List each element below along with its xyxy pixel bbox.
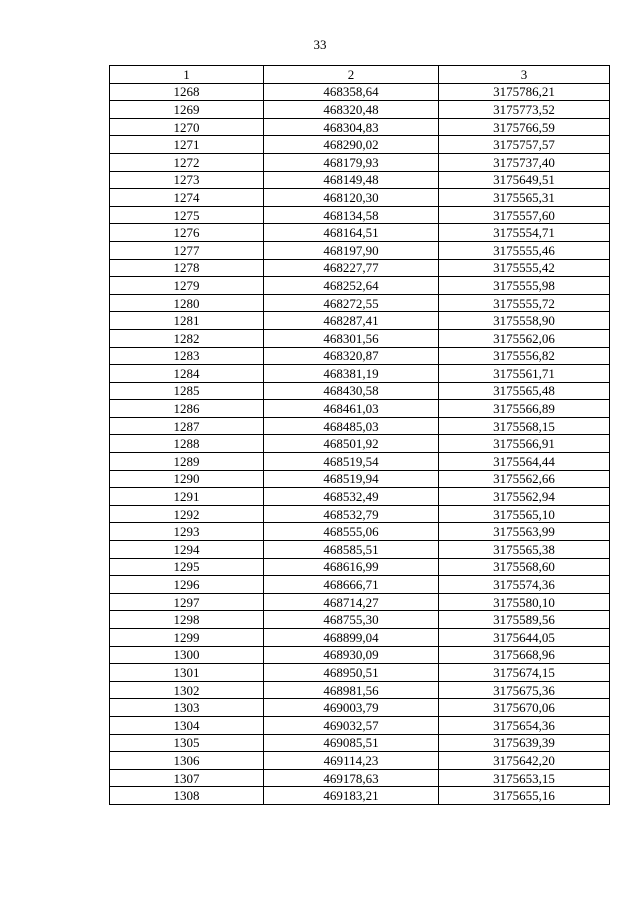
x-coordinate-cell: 468532,49 [264, 488, 439, 506]
table-row [110, 541, 610, 559]
table-row [110, 206, 610, 224]
table-row [110, 787, 610, 805]
x-coordinate-cell: 469183,21 [264, 787, 439, 805]
point-number-cell: 1277 [110, 241, 264, 259]
point-number-cell: 1275 [110, 206, 264, 224]
point-number-cell: 1278 [110, 259, 264, 277]
table-row [110, 118, 610, 136]
y-coordinate-cell: 3175568,15 [439, 417, 610, 435]
y-coordinate-cell: 3175668,96 [439, 646, 610, 664]
x-coordinate-cell: 468501,92 [264, 435, 439, 453]
x-coordinate-cell: 468290,02 [264, 136, 439, 154]
point-number-cell: 1290 [110, 470, 264, 488]
y-coordinate-cell: 3175554,71 [439, 224, 610, 242]
x-coordinate-cell: 469085,51 [264, 734, 439, 752]
table-row [110, 435, 610, 453]
x-coordinate-cell: 468585,51 [264, 541, 439, 559]
point-number-cell: 1279 [110, 277, 264, 295]
y-coordinate-cell: 3175561,71 [439, 365, 610, 383]
table-row [110, 734, 610, 752]
point-number-cell: 1283 [110, 347, 264, 365]
table-row [110, 171, 610, 189]
table-row [110, 189, 610, 207]
point-number-cell: 1273 [110, 171, 264, 189]
table-row [110, 347, 610, 365]
y-coordinate-cell: 3175565,38 [439, 541, 610, 559]
y-coordinate-cell: 3175563,99 [439, 523, 610, 541]
x-coordinate-cell: 469003,79 [264, 699, 439, 717]
point-number-cell: 1299 [110, 629, 264, 647]
y-coordinate-cell: 3175639,39 [439, 734, 610, 752]
x-coordinate-cell: 468555,06 [264, 523, 439, 541]
x-coordinate-cell: 469114,23 [264, 752, 439, 770]
point-number-cell: 1295 [110, 558, 264, 576]
table-row [110, 629, 610, 647]
coordinates-table [109, 65, 610, 805]
table-row [110, 611, 610, 629]
table-row [110, 417, 610, 435]
table-row [110, 769, 610, 787]
table-row [110, 241, 610, 259]
point-number-cell: 1292 [110, 505, 264, 523]
column-header-2: 2 [264, 66, 439, 84]
table-row [110, 488, 610, 506]
point-number-cell: 1308 [110, 787, 264, 805]
point-number-cell: 1276 [110, 224, 264, 242]
column-header-3: 3 [439, 66, 610, 84]
table-body [110, 83, 610, 804]
x-coordinate-cell: 468272,55 [264, 294, 439, 312]
point-number-cell: 1271 [110, 136, 264, 154]
x-coordinate-cell: 468320,48 [264, 101, 439, 119]
y-coordinate-cell: 3175654,36 [439, 716, 610, 734]
x-coordinate-cell: 468950,51 [264, 664, 439, 682]
x-coordinate-cell: 468287,41 [264, 312, 439, 330]
table-row [110, 576, 610, 594]
point-number-cell: 1268 [110, 83, 264, 101]
point-number-cell: 1269 [110, 101, 264, 119]
y-coordinate-cell: 3175556,82 [439, 347, 610, 365]
table-row [110, 382, 610, 400]
x-coordinate-cell: 468134,58 [264, 206, 439, 224]
y-coordinate-cell: 3175766,59 [439, 118, 610, 136]
point-number-cell: 1300 [110, 646, 264, 664]
y-coordinate-cell: 3175566,89 [439, 400, 610, 418]
point-number-cell: 1270 [110, 118, 264, 136]
y-coordinate-cell: 3175675,36 [439, 681, 610, 699]
header-row [110, 66, 610, 84]
y-coordinate-cell: 3175649,51 [439, 171, 610, 189]
point-number-cell: 1293 [110, 523, 264, 541]
x-coordinate-cell: 468120,30 [264, 189, 439, 207]
table-header [110, 66, 610, 84]
point-number-cell: 1303 [110, 699, 264, 717]
x-coordinate-cell: 468666,71 [264, 576, 439, 594]
point-number-cell: 1291 [110, 488, 264, 506]
y-coordinate-cell: 3175674,15 [439, 664, 610, 682]
x-coordinate-cell: 468519,94 [264, 470, 439, 488]
table-row [110, 329, 610, 347]
point-number-cell: 1297 [110, 593, 264, 611]
x-coordinate-cell: 468714,27 [264, 593, 439, 611]
y-coordinate-cell: 3175562,94 [439, 488, 610, 506]
table-row [110, 752, 610, 770]
x-coordinate-cell: 468461,03 [264, 400, 439, 418]
x-coordinate-cell: 469032,57 [264, 716, 439, 734]
table-row [110, 453, 610, 471]
y-coordinate-cell: 3175757,57 [439, 136, 610, 154]
y-coordinate-cell: 3175568,60 [439, 558, 610, 576]
x-coordinate-cell: 468164,51 [264, 224, 439, 242]
table-row [110, 505, 610, 523]
point-number-cell: 1286 [110, 400, 264, 418]
y-coordinate-cell: 3175565,10 [439, 505, 610, 523]
x-coordinate-cell: 468358,64 [264, 83, 439, 101]
point-number-cell: 1304 [110, 716, 264, 734]
x-coordinate-cell: 468252,64 [264, 277, 439, 295]
x-coordinate-cell: 468485,03 [264, 417, 439, 435]
x-coordinate-cell: 468197,90 [264, 241, 439, 259]
point-number-cell: 1288 [110, 435, 264, 453]
x-coordinate-cell: 468179,93 [264, 153, 439, 171]
page-number: 33 [313, 37, 327, 52]
x-coordinate-cell: 468304,83 [264, 118, 439, 136]
y-coordinate-cell: 3175558,90 [439, 312, 610, 330]
y-coordinate-cell: 3175564,44 [439, 453, 610, 471]
table-row [110, 646, 610, 664]
y-coordinate-cell: 3175670,06 [439, 699, 610, 717]
y-coordinate-cell: 3175562,66 [439, 470, 610, 488]
table-row [110, 259, 610, 277]
x-coordinate-cell: 468301,56 [264, 329, 439, 347]
x-coordinate-cell: 468320,87 [264, 347, 439, 365]
y-coordinate-cell: 3175773,52 [439, 101, 610, 119]
x-coordinate-cell: 468930,09 [264, 646, 439, 664]
y-coordinate-cell: 3175786,21 [439, 83, 610, 101]
table-row [110, 523, 610, 541]
table-row [110, 593, 610, 611]
point-number-cell: 1296 [110, 576, 264, 594]
point-number-cell: 1302 [110, 681, 264, 699]
y-coordinate-cell: 3175580,10 [439, 593, 610, 611]
x-coordinate-cell: 469178,63 [264, 769, 439, 787]
table-row [110, 699, 610, 717]
table-row [110, 681, 610, 699]
point-number-cell: 1285 [110, 382, 264, 400]
x-coordinate-cell: 468616,99 [264, 558, 439, 576]
x-coordinate-cell: 468981,56 [264, 681, 439, 699]
x-coordinate-cell: 468149,48 [264, 171, 439, 189]
point-number-cell: 1281 [110, 312, 264, 330]
table-row [110, 470, 610, 488]
point-number-cell: 1305 [110, 734, 264, 752]
y-coordinate-cell: 3175644,05 [439, 629, 610, 647]
point-number-cell: 1280 [110, 294, 264, 312]
x-coordinate-cell: 468899,04 [264, 629, 439, 647]
table-row [110, 400, 610, 418]
y-coordinate-cell: 3175574,36 [439, 576, 610, 594]
y-coordinate-cell: 3175566,91 [439, 435, 610, 453]
table-row [110, 365, 610, 383]
table-row [110, 294, 610, 312]
point-number-cell: 1282 [110, 329, 264, 347]
table-row [110, 664, 610, 682]
table-row [110, 153, 610, 171]
y-coordinate-cell: 3175565,48 [439, 382, 610, 400]
table-row [110, 277, 610, 295]
x-coordinate-cell: 468430,58 [264, 382, 439, 400]
y-coordinate-cell: 3175562,06 [439, 329, 610, 347]
table-row [110, 83, 610, 101]
y-coordinate-cell: 3175555,46 [439, 241, 610, 259]
y-coordinate-cell: 3175737,40 [439, 153, 610, 171]
point-number-cell: 1298 [110, 611, 264, 629]
x-coordinate-cell: 468532,79 [264, 505, 439, 523]
y-coordinate-cell: 3175642,20 [439, 752, 610, 770]
x-coordinate-cell: 468227,77 [264, 259, 439, 277]
y-coordinate-cell: 3175555,98 [439, 277, 610, 295]
y-coordinate-cell: 3175565,31 [439, 189, 610, 207]
table-row [110, 224, 610, 242]
point-number-cell: 1294 [110, 541, 264, 559]
x-coordinate-cell: 468381,19 [264, 365, 439, 383]
point-number-cell: 1272 [110, 153, 264, 171]
point-number-cell: 1284 [110, 365, 264, 383]
point-number-cell: 1289 [110, 453, 264, 471]
y-coordinate-cell: 3175555,42 [439, 259, 610, 277]
y-coordinate-cell: 3175557,60 [439, 206, 610, 224]
point-number-cell: 1307 [110, 769, 264, 787]
table-row [110, 558, 610, 576]
table-row [110, 312, 610, 330]
table-row [110, 716, 610, 734]
x-coordinate-cell: 468519,54 [264, 453, 439, 471]
table-row [110, 136, 610, 154]
y-coordinate-cell: 3175653,15 [439, 769, 610, 787]
x-coordinate-cell: 468755,30 [264, 611, 439, 629]
point-number-cell: 1306 [110, 752, 264, 770]
y-coordinate-cell: 3175589,56 [439, 611, 610, 629]
point-number-cell: 1274 [110, 189, 264, 207]
y-coordinate-cell: 3175655,16 [439, 787, 610, 805]
column-header-1: 1 [110, 66, 264, 84]
point-number-cell: 1301 [110, 664, 264, 682]
table-row [110, 101, 610, 119]
point-number-cell: 1287 [110, 417, 264, 435]
y-coordinate-cell: 3175555,72 [439, 294, 610, 312]
